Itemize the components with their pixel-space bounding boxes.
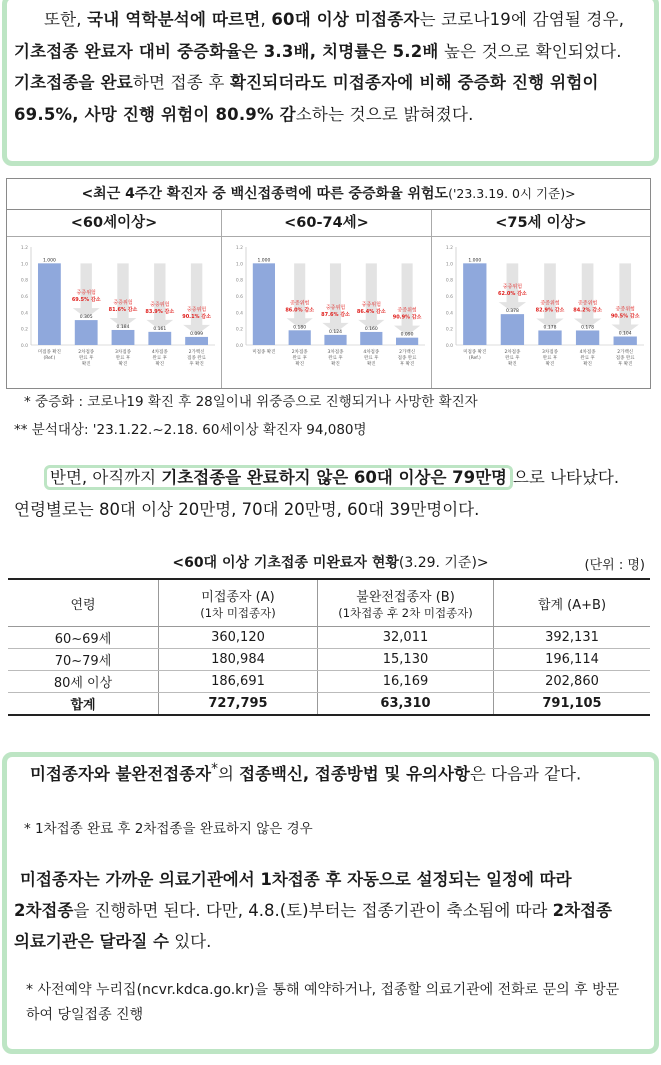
category-label: 4차접종: [363, 350, 380, 355]
chart-panel: [6, 178, 651, 389]
category-label: 확진: [508, 362, 517, 367]
bar-annotation: 86.4% 감소: [356, 308, 386, 315]
bar-annotation: 82.9% 감소: [535, 307, 565, 314]
chart-60-74: [224, 239, 429, 387]
bar-value-label: 1.000: [42, 258, 56, 264]
chart-header-60-74: <60-74세>: [222, 210, 431, 236]
reduction-arrow: [358, 263, 384, 330]
bar: [185, 337, 208, 345]
category-label: 접종 완료: [187, 356, 207, 361]
y-tick-label: 0.6: [235, 295, 243, 300]
bar: [463, 263, 486, 345]
bar-annotation: 중증위험: [325, 304, 346, 311]
bar-value-label: 0.160: [364, 326, 378, 332]
reduction-arrow: [394, 263, 420, 335]
chart-header-60plus: <60세이상>: [7, 210, 221, 236]
bar: [289, 330, 311, 345]
reduction-arrow: [183, 263, 210, 335]
bar: [396, 338, 418, 345]
category-label: 후 확진: [399, 362, 415, 367]
table-row: 60~69세 360,120 32,011 392,131: [8, 627, 650, 649]
category-label: 완료 후: [152, 356, 168, 361]
category-label: 확진: [118, 362, 128, 367]
category-label: 완료 후: [328, 356, 343, 361]
intro-paragraph: 또한, 국내 역학분석에 따르면, 60대 이상 미접종자는 코로나19에 감염될 경우, 기초접종 완료자 대비 중증화율은 3.3배, 치명률은 5.2배 높은 것으로 확인되었다. 기초접종을 완료하면 접종 후 확진되더라도 미접종자에 비해 중증화 진행 위험이 69.5%, 사망 진행 위험이 80.9% 감소하는 것으로 밝혀졌다.: [14, 10, 625, 124]
col-unvaccinated: 미접종자 (A) (1차 미접종자): [159, 579, 318, 627]
category-label: 4차접종: [579, 350, 596, 355]
category-label: 확진: [155, 362, 165, 367]
bar-value-label: 0.378: [505, 309, 519, 315]
category-label: 확진: [545, 362, 555, 367]
bar: [538, 330, 561, 345]
bar-value-label: 0.184: [116, 324, 130, 330]
unvaccinated-paragraph: 반면, 아직까지 기초접종을 완료하지 않은 60대 이상은 79만명 으로 나타났다. 연령별로는 80대 이상 20만명, 70대 20만명, 60대 39만명이다.: [14, 462, 650, 526]
category-label: (Ref.): [468, 356, 481, 361]
category-label: 2가백신: [399, 350, 416, 355]
category-label: 후 확진: [189, 362, 204, 367]
bar-annotation: 90.1% 감소: [182, 313, 211, 320]
y-tick-label: 0.4: [235, 311, 243, 317]
category-label: 4차접종: [151, 350, 168, 355]
bar-value-label: 1.000: [468, 258, 482, 264]
y-tick-label: 0.2: [235, 327, 243, 333]
y-tick-label: 1.0: [445, 262, 453, 268]
col-age: 연령: [8, 579, 159, 627]
bar-annotation: 83.9% 감소: [145, 308, 175, 315]
col-sum: 합계 (A+B): [494, 579, 651, 627]
bar-annotation: 중증위험: [186, 306, 207, 313]
chart-header-75plus: <75세 이상>: [432, 210, 650, 236]
guidance-paragraph: 미접종자와 불완전접종자*의 접종백신, 접종방법 및 유의사항은 다음과 같다.: [30, 761, 582, 784]
bar-annotation: 중증위험: [76, 290, 96, 297]
bar-annotation: 중증위험: [290, 300, 310, 307]
bar-annotation: 90.5% 감소: [610, 313, 640, 320]
y-tick-label: 1.2: [20, 246, 28, 251]
bar: [360, 332, 382, 345]
category-label: 확진: [366, 362, 376, 367]
bar-annotation: 중증위험: [502, 284, 523, 291]
category-label: 완료 후: [505, 356, 520, 361]
bar-annotation: 중증위험: [397, 307, 417, 314]
y-tick-label: 0.8: [235, 278, 243, 284]
category-label: 3차접종: [542, 350, 558, 355]
bar-value-label: 0.124: [329, 329, 342, 335]
table-total-row: 합계 727,795 63,310 791,105: [8, 693, 650, 716]
y-tick-label: 1.0: [235, 262, 243, 268]
bar-value-label: 1.000: [257, 258, 271, 264]
bar-value-label: 0.178: [543, 325, 557, 331]
bar-value-label: 0.180: [293, 325, 307, 331]
bar-annotation: 중증위험: [615, 306, 635, 313]
category-label: 2가백신: [617, 350, 634, 355]
category-label: 확진: [81, 362, 91, 367]
y-tick-label: 0.4: [20, 311, 28, 317]
status-table: [8, 578, 650, 716]
bar-annotation: 84.2% 감소: [573, 307, 602, 314]
bar-annotation: 87.6% 감소: [321, 311, 350, 318]
bar-annotation: 86.0% 감소: [285, 307, 315, 314]
reduction-arrow: [110, 263, 137, 328]
bar: [324, 335, 346, 345]
y-tick-label: 0.4: [445, 311, 453, 317]
bar-value-label: 0.178: [581, 325, 595, 331]
footnote-analysis: ** 분석대상: '23.1.22.~2.18. 60세이상 확진자 94,080명: [14, 422, 367, 438]
bar: [75, 320, 98, 345]
category-label: 3차접종: [115, 350, 131, 355]
table-unit: (단위 : 명): [584, 558, 645, 573]
bar-value-label: 0.090: [400, 332, 414, 338]
bar-annotation: 중증위험: [577, 300, 598, 307]
reduction-arrow: [146, 263, 173, 330]
category-label: 미접종 확진: [37, 350, 61, 355]
table-row: 70~79세 180,984 15,130 196,114: [8, 649, 650, 671]
category-label: 완료 후: [364, 356, 379, 361]
y-tick-label: 0.6: [445, 295, 453, 300]
category-label: 접종 완료: [615, 356, 635, 361]
bar-annotation: 중증위험: [150, 301, 170, 308]
y-tick-label: 0.0: [235, 344, 243, 349]
category-label: 미접종 확진: [463, 350, 487, 355]
bar: [614, 337, 637, 345]
category-label: 완료 후: [78, 356, 94, 361]
reduction-arrow: [574, 263, 601, 331]
bar-annotation: 62.0% 감소: [498, 291, 527, 298]
bar: [38, 263, 61, 345]
category-label: (Ref.): [43, 356, 56, 361]
reduction-arrow: [536, 263, 563, 331]
reduction-arrow: [612, 263, 639, 334]
y-tick-label: 0.2: [445, 327, 453, 333]
category-label: 후 확진: [617, 362, 633, 367]
category-label: 완료 후: [292, 356, 307, 361]
bar-value-label: 0.305: [79, 315, 93, 321]
bar-annotation: 중증위험: [113, 299, 133, 306]
category-label: 미접종 확진: [252, 350, 276, 355]
category-label: 완료 후: [115, 356, 131, 361]
bar-value-label: 0.161: [153, 326, 167, 332]
category-label: 2가백신: [188, 350, 205, 355]
bar: [148, 332, 171, 345]
col-incomplete: 불완전접종자 (B) (1차접종 후 2차 미접종자): [318, 579, 494, 627]
footnote-severity: * 중증화 : 코로나19 확진 후 28일이내 위중증으로 진행되거나 사망한 확진자: [24, 394, 478, 410]
bar: [576, 330, 599, 345]
y-tick-label: 0.8: [445, 278, 453, 284]
table-row: 80세 이상 186,691 16,169 202,860: [8, 671, 650, 693]
category-label: 확진: [295, 362, 305, 367]
chart-60plus: [9, 239, 219, 387]
y-tick-label: 0.6: [20, 295, 28, 300]
reservation-footnote: * 사전예약 누리집(ncvr.kdca.go.kr)을 통해 예약하거나, 접종할 의료기관에 전화로 문의 후 방문하여 당일접종 진행: [26, 982, 620, 1023]
category-label: 확진: [331, 362, 340, 367]
reduction-arrow: [322, 263, 348, 333]
bar-annotation: 90.9% 감소: [392, 314, 422, 321]
category-label: 접종 완료: [397, 356, 417, 361]
bar: [501, 314, 524, 345]
second-dose-paragraph: 미접종자는 가까운 의료기관에서 1차접종 후 자동으로 설정되는 일정에 따라 2차접종을 진행하면 된다. 다만, 4.8.(토)부터는 접종기관이 축소됨에 따라 2차접종 의료기관은 달라질 수 있다.: [14, 870, 612, 951]
bar: [253, 263, 275, 345]
reduction-arrow: [287, 263, 313, 331]
bar-annotation: 중증위험: [540, 300, 560, 307]
bar-value-label: 0.099: [190, 331, 204, 337]
category-label: 2차접종: [78, 350, 95, 355]
bar-value-label: 0.104: [618, 331, 632, 337]
category-label: 3차접종: [327, 350, 344, 355]
table-title: <60대 이상 기초접종 미완료자 현황(3.29. 기준)>: [172, 555, 489, 571]
y-tick-label: 1.2: [445, 246, 453, 251]
y-tick-label: 0.2: [20, 327, 28, 333]
category-label: 완료 후: [580, 356, 595, 361]
y-tick-label: 0.0: [445, 344, 453, 349]
y-tick-label: 0.0: [20, 344, 28, 349]
bar-annotation: 81.6% 감소: [108, 306, 138, 313]
bar-annotation: 69.5% 감소: [71, 297, 101, 304]
y-tick-label: 0.8: [20, 278, 28, 284]
category-label: 확진: [583, 362, 592, 367]
y-tick-label: 1.0: [20, 262, 28, 268]
category-label: 완료 후: [542, 356, 558, 361]
category-label: 2차접종: [504, 350, 521, 355]
category-label: 2차접종: [291, 350, 308, 355]
highlight-box: 반면, 아직까지 기초접종을 완료하지 않은 60대 이상은 79만명: [44, 465, 513, 490]
chart-75plus: [434, 239, 648, 387]
guidance-footnote: * 1차접종 완료 후 2차접종을 완료하지 않은 경우: [24, 821, 313, 837]
bar: [112, 330, 135, 345]
y-tick-label: 1.2: [235, 246, 243, 251]
chart-panel-title: <최근 4주간 확진자 중 백신접종력에 따른 중증화율 위험도('23.3.19. 0시 기준)>: [7, 179, 650, 210]
bar-annotation: 중증위험: [361, 301, 381, 308]
